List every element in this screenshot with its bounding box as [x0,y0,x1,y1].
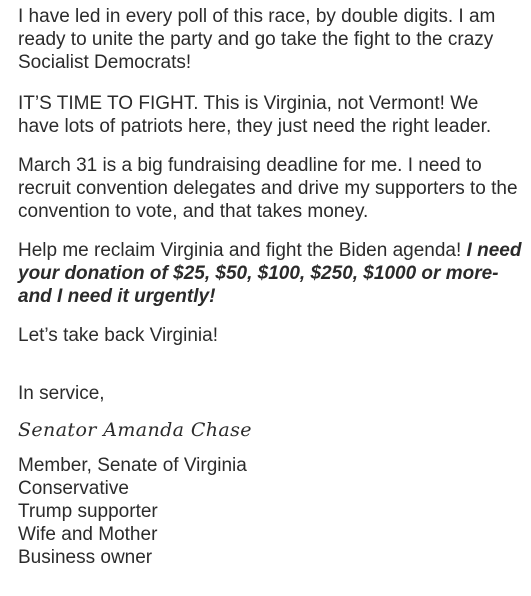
signature-titles [18,454,523,569]
title-line: Conservative [18,478,129,499]
paragraph-take-back: Let’s take back Virginia! [18,325,218,346]
signature: Senator Amanda Chase [18,419,252,441]
title-line: Trump supporter [18,501,158,522]
donation-ask-emphasis: I need your donation of $25, $50, $100, $250, $1000 or more- and I need it urgently! [18,240,522,307]
closing-line: In service, [18,383,105,404]
title-line: Member, Senate of Virginia [18,455,247,476]
paragraph-poll-lead: I have led in every poll of this race, by double digits. I am ready to unite the party and go take the fight to the crazy Socialist Democrats! [18,6,496,73]
title-line: Business owner [18,547,153,568]
letter-body [18,5,523,569]
title-line: Wife and Mother [18,524,158,545]
paragraph-donation-ask [18,239,523,308]
paragraph-time-to-fight: IT’S TIME TO FIGHT. This is Virginia, not Vermont! We have lots of patriots here, they just need the right leader. [18,93,492,137]
donation-ask-text: Help me reclaim Virginia and fight the Biden agenda! [18,240,467,261]
paragraph-fundraising-deadline: March 31 is a big fundraising deadline for me. I need to recruit convention delegates and drive my supporters to the convention to vote, and that takes money. [18,155,518,222]
